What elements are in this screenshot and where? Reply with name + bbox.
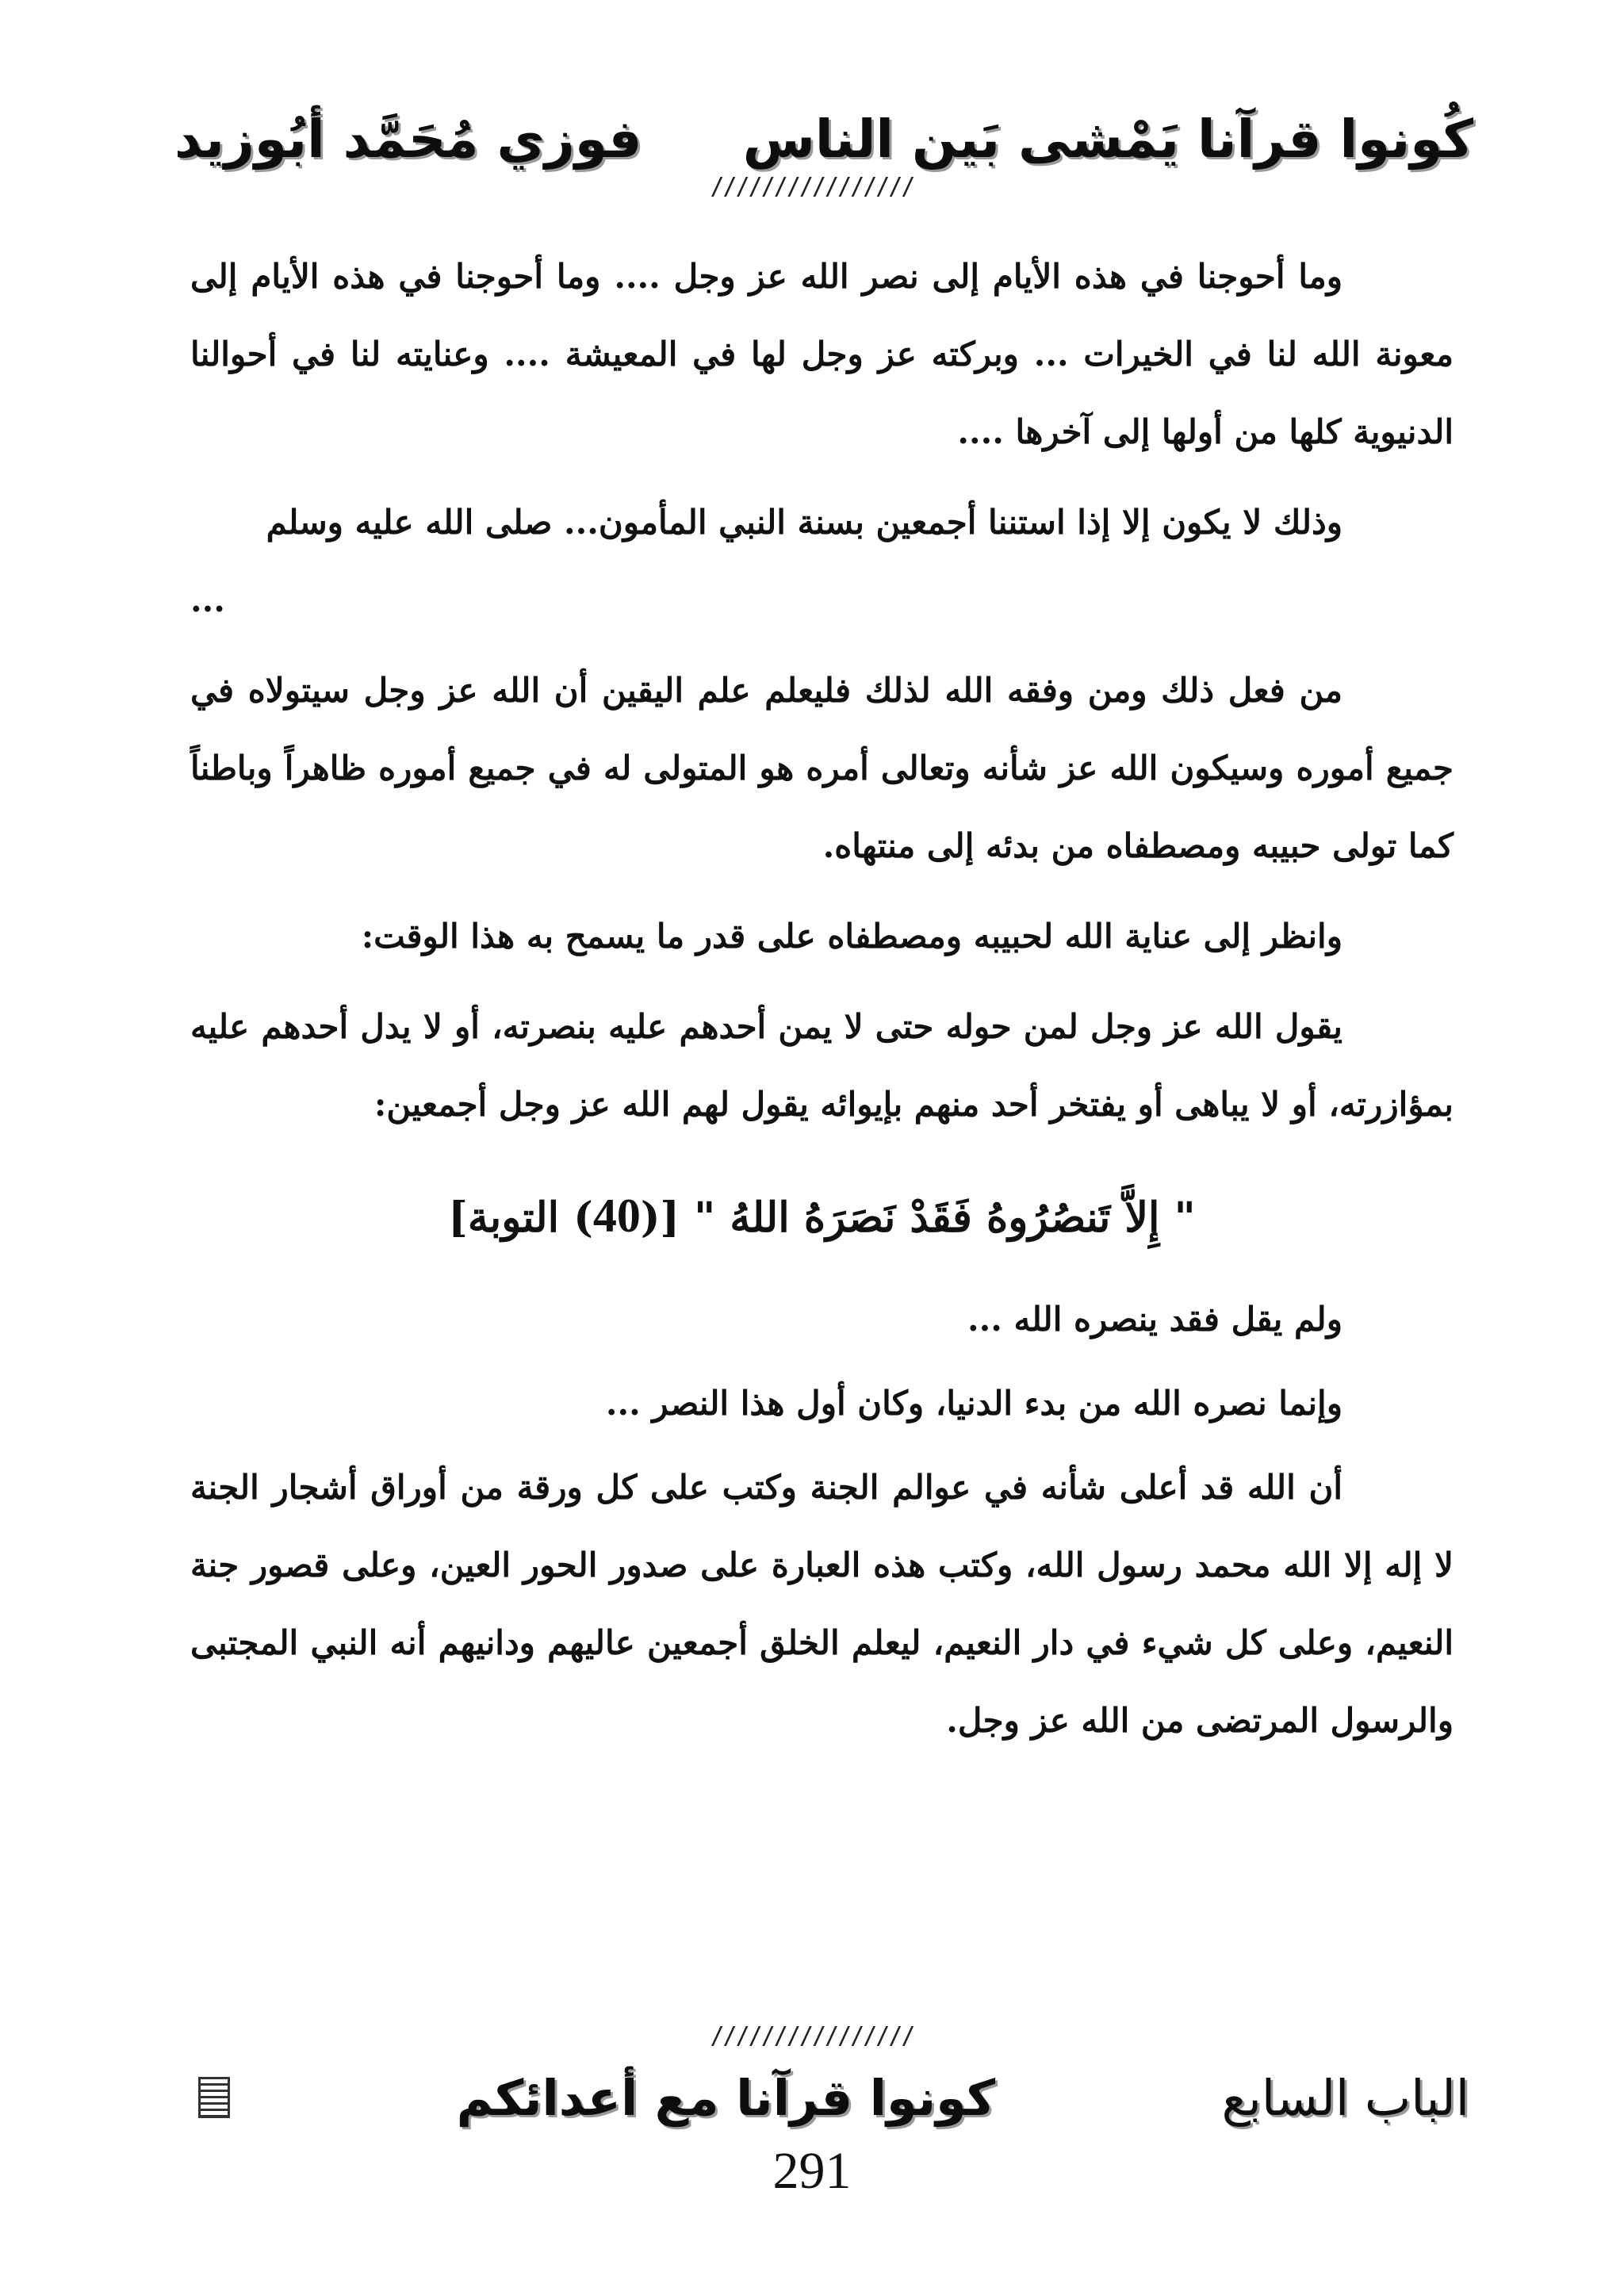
- page-header: [174, 95, 1473, 182]
- book-title: كُونوا قرآنا يَمْشى بَين الناس: [742, 108, 1473, 170]
- chapter-label: الباب السابع: [1221, 2068, 1469, 2127]
- verse-ref-open: [(: [640, 1193, 680, 1242]
- paragraph-2-ellipsis: ...: [190, 580, 225, 619]
- paragraph-7: وإنما نصره الله من بدء الدنيا، وكان أول هذا النصر ...: [605, 1384, 1342, 1423]
- paragraph-1: وما أحوجنا في هذه الأيام إلى نصر الله عز وجل .... وما أحوجنا في هذه الأيام إلى معونة الله لنا في الخيرات ... وبركته عز وجل لها في المعيشة .... وعنايته لنا في أحوالنا الدنيوية كلها من أولها إلى آخرها ....: [190, 257, 1454, 451]
- paragraph-2: وذلك لا يكون إلا إذا استننا أجمعين بسنة النبي المأمون... صلى الله عليه وسلم: [266, 503, 1342, 542]
- verse-text: " إِلاَّ تَنصُرُوهُ فَقَدْ نَصَرَهُ اللهُ ": [694, 1193, 1196, 1242]
- paragraph-8: أن الله قد أعلى شأنه في عوالم الجنة وكتب على كل ورقة من أوراق أشجار الجنة لا إله إلا الله محمد رسول الله، وكتب هذه العبارة على صدور الحور العين، وعلى قصور جنة النعيم، وعلى كل شيء في دار النعيم، ليعلم الخلق أجمعين عاليهم ودانيهم أنه النبي المجتبى والرسول المرتضى من الله عز وجل.: [190, 1468, 1454, 1740]
- paragraph-3: من فعل ذلك ومن وفقه الله لذلك فليعلم علم اليقين أن الله عز وجل سيتولاه في جميع أموره وسيكون الله عز شأنه وتعالى أمره هو المتولى له في جميع أموره ظاهراً وباطناً كما تولى حبيبه ومصطفاه من بدئه إلى منتهاه.: [190, 671, 1454, 865]
- quran-verse: [190, 1172, 1454, 1262]
- author-name: فوزي مُحَمَّد أبُوزيد: [174, 108, 642, 170]
- section-title: كونوا قرآنا مع أعدائكم: [456, 2068, 996, 2127]
- page-footer: [198, 2054, 1469, 2141]
- document-icon: [198, 2077, 230, 2118]
- verse-number: 40: [592, 1190, 641, 1242]
- page-number: 291: [772, 2142, 852, 2200]
- paragraph-6: ولم يقل فقد ينصره الله ...: [967, 1300, 1342, 1339]
- page-body: [190, 238, 1454, 1772]
- footer-divider: ////////////////: [710, 2022, 914, 2050]
- paragraph-5: يقول الله عز وجل لمن حوله حتى لا يمن أحدهم عليه بنصرته، أو لا يدل أحدهم عليه بمؤازرته، أو لا يباهى أو يفتخر أحد منهم بإيوائه يقول لهم الله عز وجل أجمعين:: [190, 1007, 1454, 1124]
- paragraph-4: وانظر إلى عناية الله لحبيبه ومصطفاه على قدر ما يسمح به هذا الوقت:: [361, 917, 1342, 956]
- verse-ref-close: ) التوبة]: [448, 1193, 593, 1242]
- header-divider: ////////////////: [710, 173, 914, 201]
